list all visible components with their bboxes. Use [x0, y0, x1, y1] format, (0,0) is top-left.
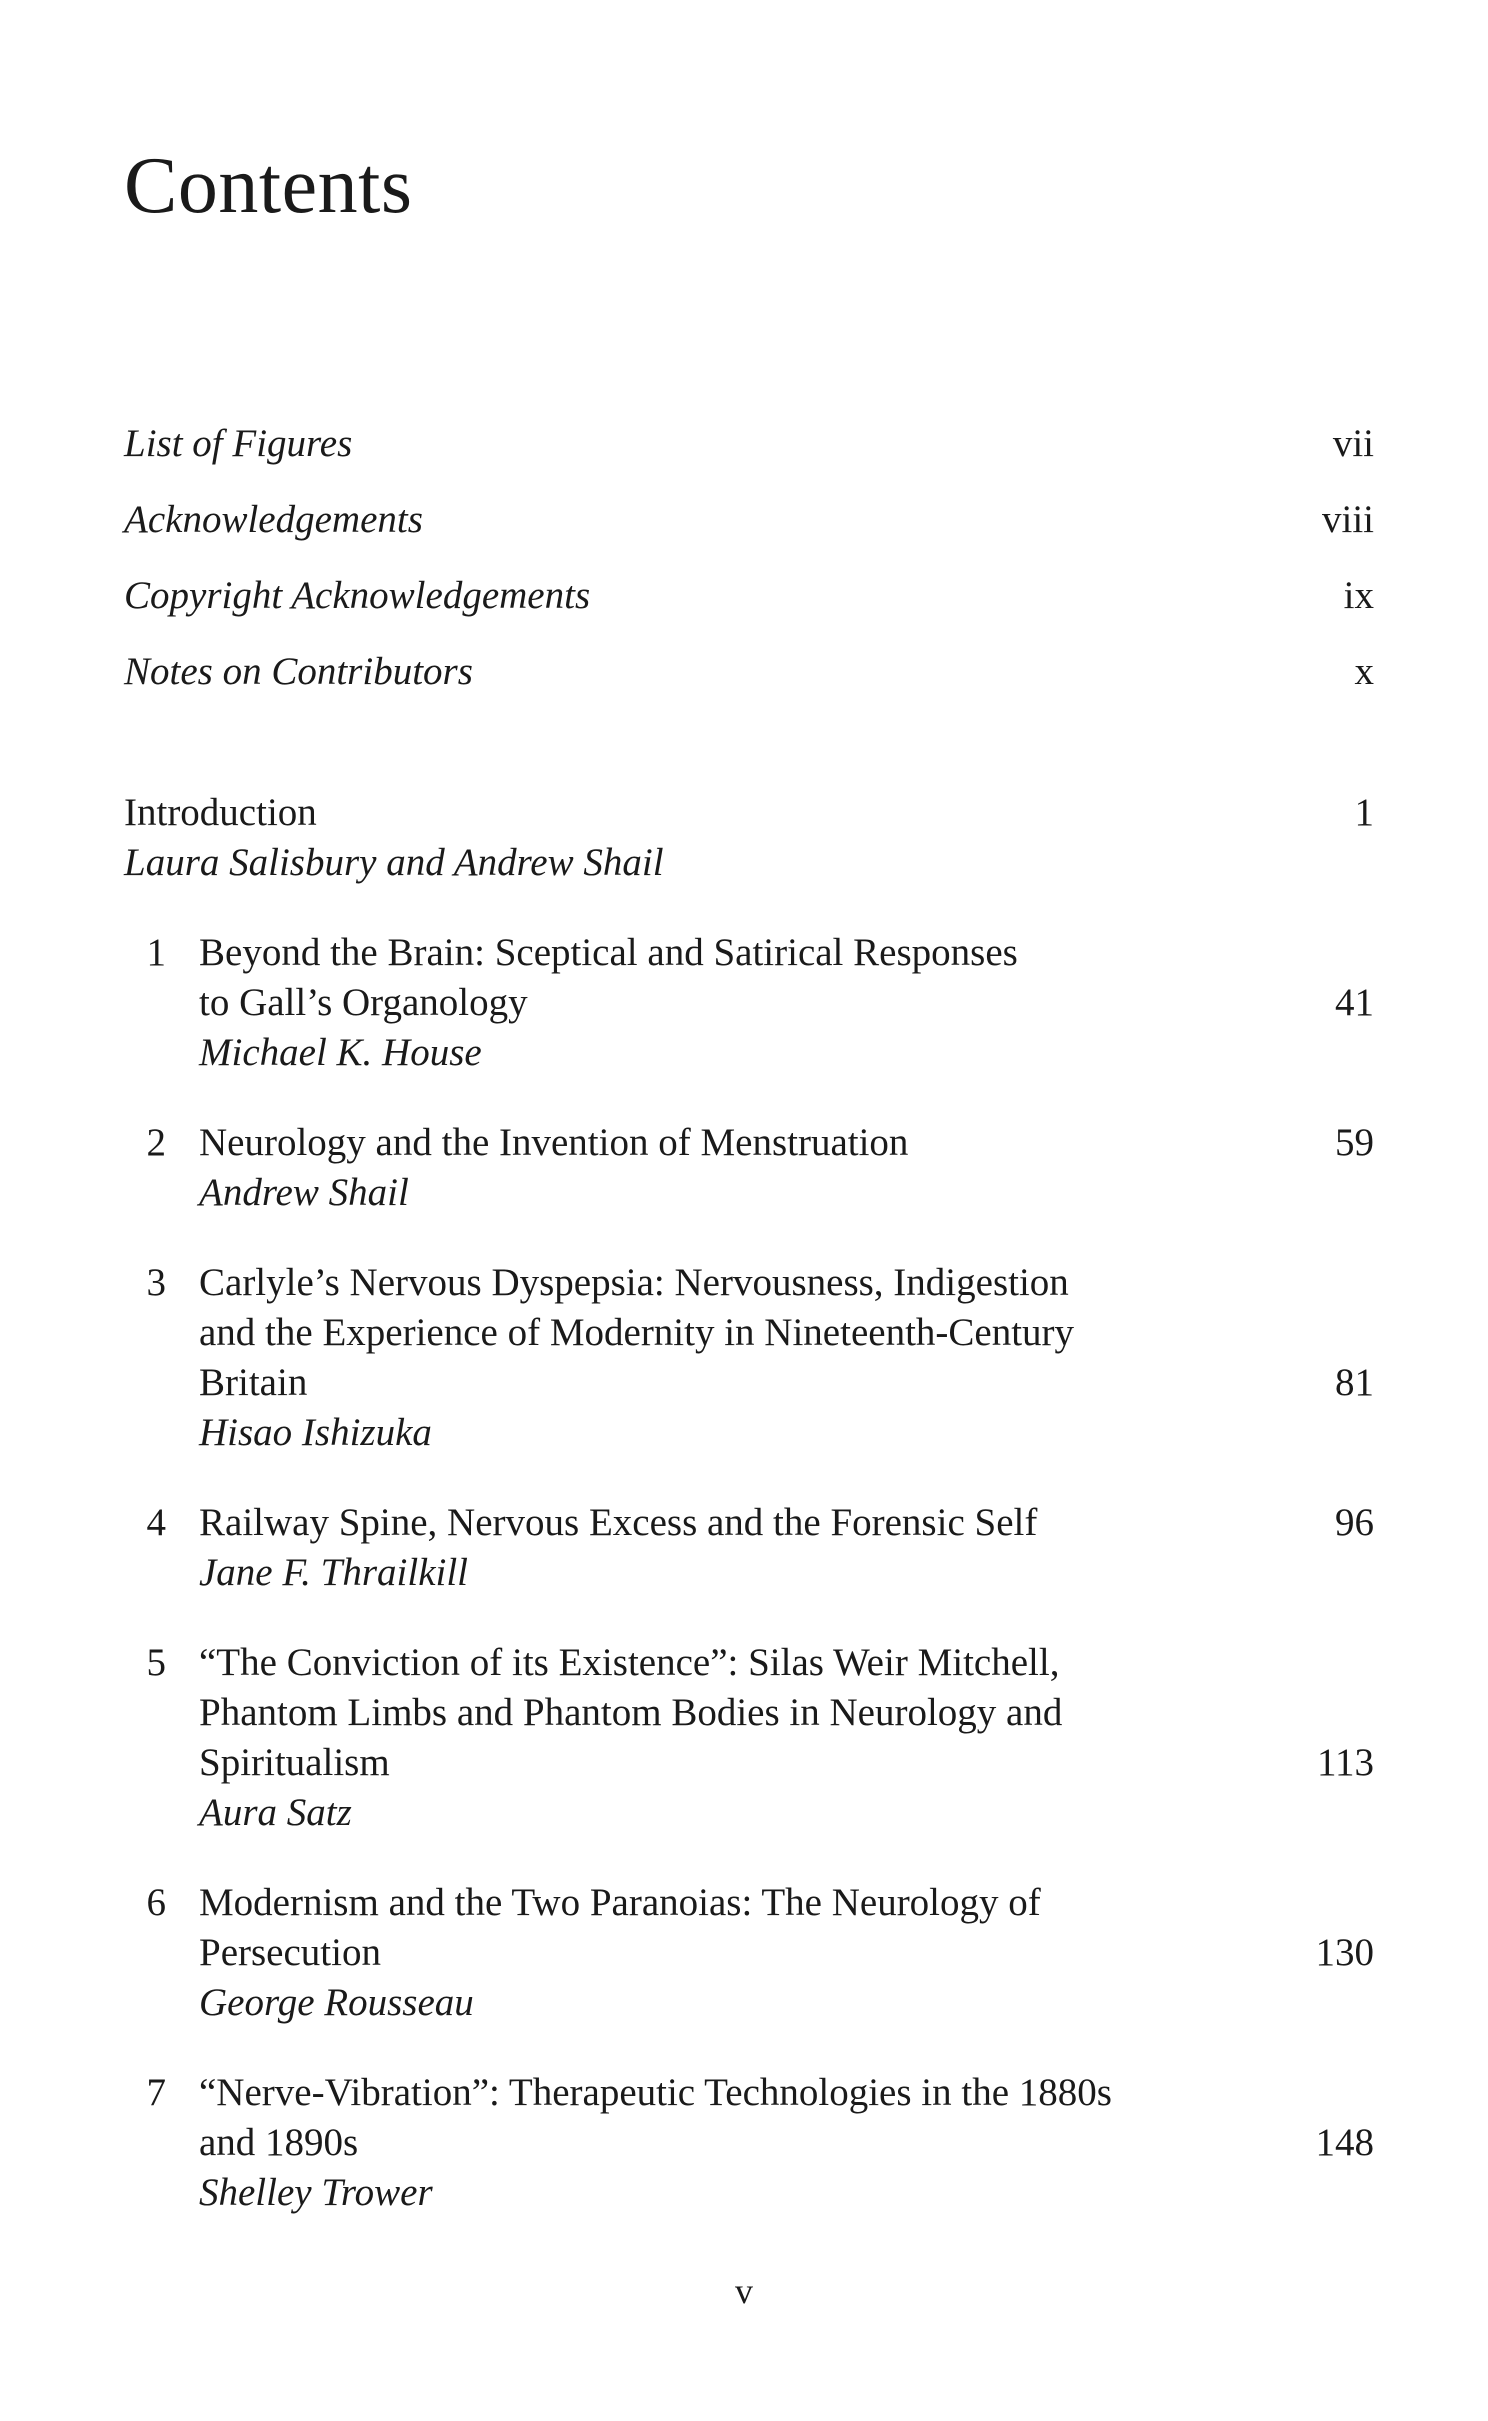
- front-matter-list: [124, 420, 1374, 724]
- entry-title: Introduction: [124, 791, 317, 834]
- front-matter-item: [124, 648, 1374, 724]
- front-matter-label: Acknowledgements: [124, 498, 423, 541]
- entry-title-line: and the Experience of Modernity in Nineteenth-Century: [199, 1311, 1075, 1354]
- entry-author: Andrew Shail: [199, 1171, 409, 1214]
- entry-page: 130: [1315, 1931, 1374, 1974]
- entry-body: [199, 1118, 1269, 1218]
- entry-title-line: and 1890s: [199, 2121, 359, 2164]
- chapter-number: 4: [146, 1501, 166, 1544]
- chapter-list: [124, 788, 1374, 2218]
- chapter-number: 7: [146, 2071, 166, 2114]
- entry-title-line: Modernism and the Two Paranoias: The Neurology of: [199, 1881, 1041, 1924]
- toc-entry-introduction: [124, 788, 1374, 888]
- entry-body: [199, 2068, 1269, 2218]
- entry-body: [199, 1498, 1269, 1598]
- entry-page: 81: [1335, 1361, 1374, 1404]
- toc-entry-chapter: [124, 1498, 1374, 1598]
- entry-body: [199, 1638, 1269, 1838]
- entry-title-line: Persecution: [199, 1931, 381, 1974]
- entry-title-line: Phantom Limbs and Phantom Bodies in Neurology and: [199, 1691, 1063, 1734]
- entry-page: 41: [1335, 981, 1374, 1024]
- entry-page: 96: [1335, 1501, 1374, 1544]
- chapter-number: 6: [146, 1881, 166, 1924]
- entry-author: Michael K. House: [199, 1031, 482, 1074]
- entry-title-line: “The Conviction of its Existence”: Silas Weir Mitchell,: [199, 1641, 1060, 1684]
- entry-author: Laura Salisbury and Andrew Shail: [124, 841, 664, 884]
- entry-page: 59: [1335, 1121, 1374, 1164]
- entry-body: [124, 788, 1194, 888]
- entry-title-line: Beyond the Brain: Sceptical and Satirical Responses: [199, 931, 1018, 974]
- entry-page: 148: [1315, 2121, 1374, 2164]
- front-matter-label: Notes on Contributors: [124, 650, 473, 693]
- toc-entry-chapter: [124, 928, 1374, 1078]
- toc-entry-chapter: [124, 1258, 1374, 1458]
- page-title: Contents: [124, 142, 413, 230]
- entry-title-line: Neurology and the Invention of Menstruation: [199, 1121, 909, 1164]
- chapter-number: 1: [146, 931, 166, 974]
- entry-body: [199, 1878, 1269, 2028]
- entry-body: [199, 1258, 1269, 1458]
- entry-author: George Rousseau: [199, 1981, 474, 2024]
- entry-title-line: Britain: [199, 1361, 308, 1404]
- entry-page: 1: [1354, 791, 1374, 834]
- entry-title-line: to Gall’s Organology: [199, 981, 528, 1024]
- chapter-number: 3: [146, 1261, 166, 1304]
- front-matter-page: x: [1354, 650, 1374, 693]
- toc-entry-chapter: [124, 1638, 1374, 1838]
- front-matter-page: viii: [1321, 498, 1374, 541]
- front-matter-item: [124, 572, 1374, 648]
- entry-title-line: “Nerve-Vibration”: Therapeutic Technologies in the 1880s: [199, 2071, 1112, 2114]
- entry-author: Shelley Trower: [199, 2171, 433, 2214]
- toc-entry-chapter: [124, 2068, 1374, 2218]
- entry-author: Hisao Ishizuka: [199, 1411, 432, 1454]
- entry-title-line: Spiritualism: [199, 1741, 390, 1784]
- entry-title-line: Carlyle’s Nervous Dyspepsia: Nervousness, Indigestion: [199, 1261, 1069, 1304]
- front-matter-page: ix: [1343, 574, 1374, 617]
- front-matter-label: Copyright Acknowledgements: [124, 574, 591, 617]
- toc-entry-chapter: [124, 1878, 1374, 2028]
- entry-author: Jane F. Thrailkill: [199, 1551, 469, 1594]
- entry-body: [199, 928, 1269, 1078]
- front-matter-label: List of Figures: [124, 422, 353, 465]
- front-matter-page: vii: [1332, 422, 1374, 465]
- entry-author: Aura Satz: [199, 1791, 352, 1834]
- chapter-number: 5: [146, 1641, 166, 1684]
- front-matter-item: [124, 420, 1374, 496]
- entry-page: 113: [1316, 1741, 1374, 1784]
- page-number: v: [735, 2271, 753, 2311]
- front-matter-item: [124, 496, 1374, 572]
- toc-entry-chapter: [124, 1118, 1374, 1218]
- chapter-number: 2: [146, 1121, 166, 1164]
- entry-title-line: Railway Spine, Nervous Excess and the Forensic Self: [199, 1501, 1038, 1544]
